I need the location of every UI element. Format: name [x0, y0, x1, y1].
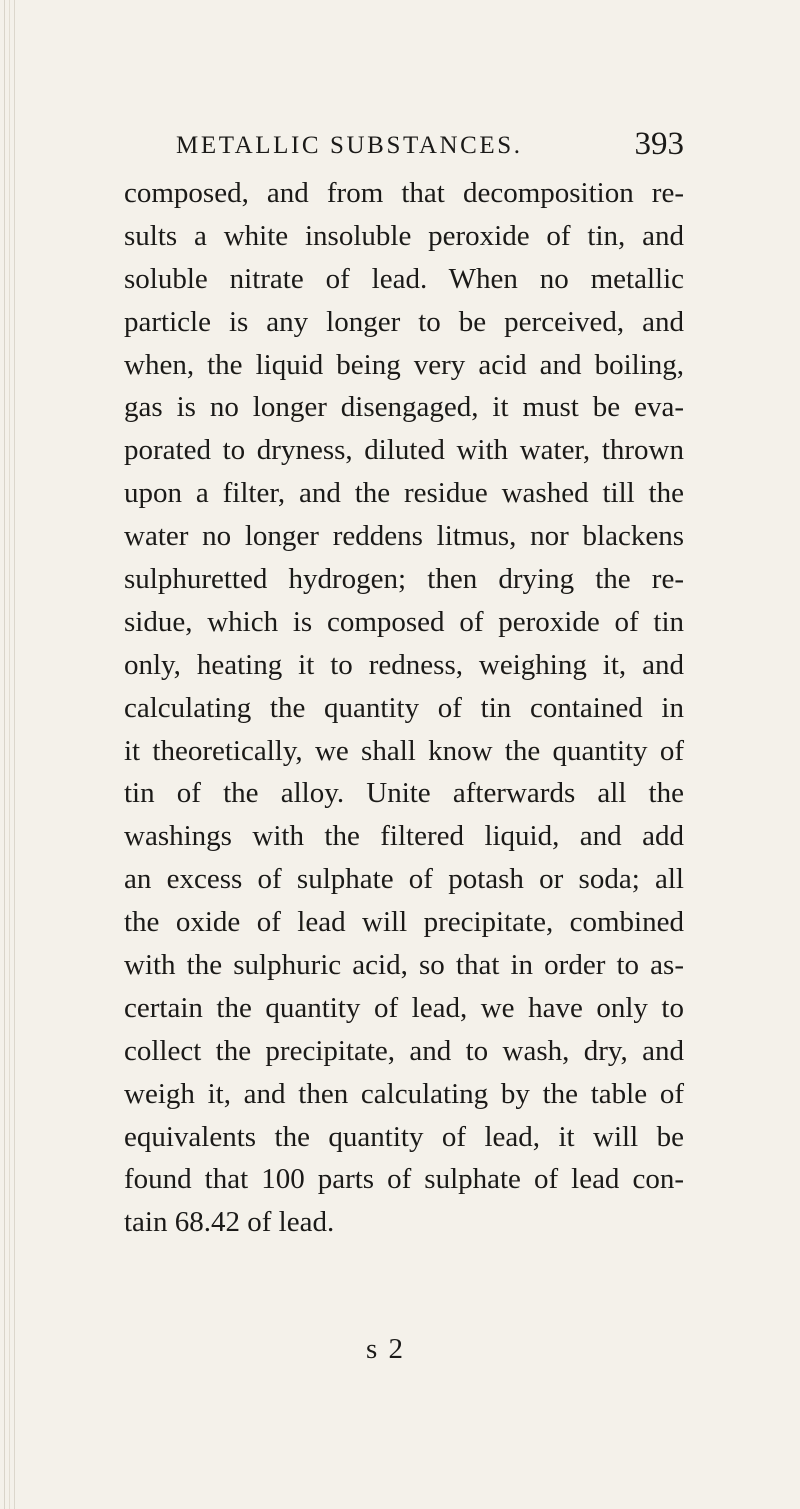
running-head: [156, 120, 684, 168]
text-line: sults a white insoluble peroxide of tin, and: [124, 219, 684, 252]
text-line: an excess of sulphate of potash or soda; all: [124, 863, 684, 896]
text-line: it theoretically, we shall know the quantity of: [124, 734, 684, 767]
text-line: upon a filter, and the residue washed till the: [124, 477, 684, 510]
running-title: METALLIC SUBSTANCES.: [176, 132, 523, 159]
text-line: certain the quantity of lead, we have only to: [124, 991, 684, 1024]
text-line: sidue, which is composed of peroxide of tin: [124, 605, 684, 638]
text-line: found that 100 parts of sulphate of lead con-: [124, 1163, 684, 1196]
gutter-shadow-line: [9, 0, 10, 1509]
text-line: sulphuretted hydrogen; then drying the re-: [124, 563, 684, 596]
page-number: 393: [634, 126, 684, 162]
text-line: tain 68.42 of lead.: [124, 1206, 335, 1239]
text-line: weigh it, and then calculating by the table of: [124, 1077, 684, 1110]
text-line: soluble nitrate of lead. When no metallic: [124, 262, 684, 295]
text-line: equivalents the quantity of lead, it will be: [124, 1120, 684, 1153]
text-line: gas is no longer disengaged, it must be eva-: [124, 391, 684, 424]
gutter-shadow-line: [14, 0, 15, 1509]
text-line: water no longer reddens litmus, nor blackens: [124, 520, 684, 553]
body-text: [124, 172, 684, 1244]
text-line: composed, and from that decomposition re-: [124, 177, 684, 209]
text-line: with the sulphuric acid, so that in order to as-: [124, 949, 684, 982]
signature-mark: s 2: [366, 1333, 406, 1365]
text-line: collect the precipitate, and to wash, dry, and: [124, 1034, 684, 1067]
text-line: calculating the quantity of tin contained in: [124, 691, 684, 724]
text-line: when, the liquid being very acid and boiling,: [124, 348, 684, 381]
gutter-shadow-line: [4, 0, 5, 1509]
text-line: the oxide of lead will precipitate, combined: [124, 906, 684, 939]
text-line: porated to dryness, diluted with water, thrown: [124, 434, 684, 467]
text-line: only, heating it to redness, weighing it, and: [124, 648, 684, 681]
text-line: washings with the filtered liquid, and add: [124, 820, 684, 853]
text-line: particle is any longer to be perceived, and: [124, 305, 684, 338]
text-line: tin of the alloy. Unite afterwards all the: [124, 777, 684, 810]
